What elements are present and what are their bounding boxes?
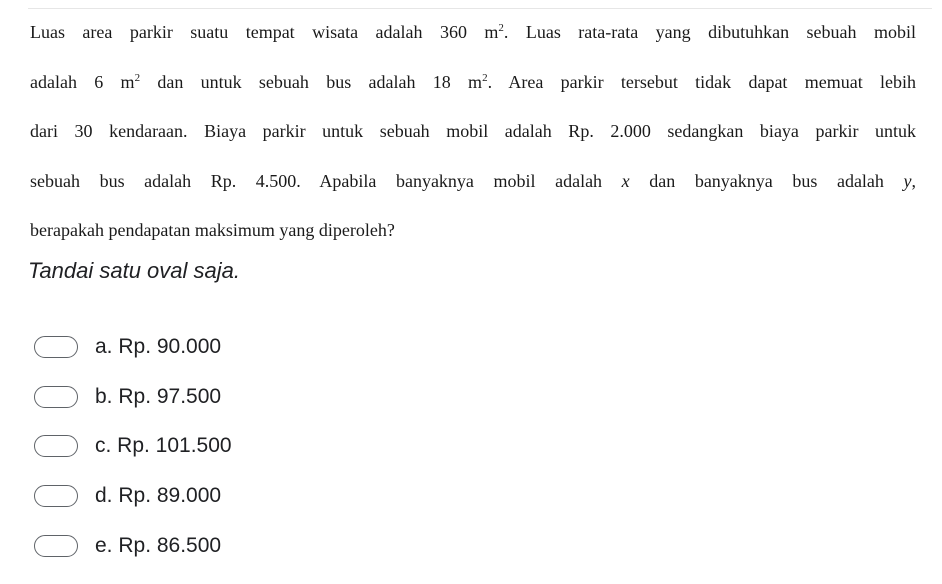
option-b-label[interactable]: b. Rp. 97.500	[95, 384, 222, 408]
option-a[interactable]	[34, 322, 232, 372]
question-line-4-part-a: sebuah bus adalah Rp. 4.500. Apabila banyaknya mobil adalah	[30, 170, 622, 191]
question-line-2-part-a: adalah 6 m	[30, 71, 135, 92]
question-line-1-part-a: Luas area parkir suatu tempat wisata adalah 360 m	[30, 22, 499, 42]
question-line-5: berapakah pendapatan maksimum yang diperoleh?	[30, 220, 395, 240]
question-line-2-part-c: . Area parkir tersebut tidak dapat memuat lebih	[487, 71, 916, 92]
question-text	[30, 14, 916, 262]
question-line-2-part-b: dan untuk sebuah bus adalah 18 m	[140, 71, 483, 92]
question-line-4-part-b: dan banyaknya bus adalah	[629, 170, 904, 191]
squared-superscript: 2	[498, 22, 504, 34]
radio-oval[interactable]	[34, 485, 78, 507]
top-divider	[28, 8, 932, 9]
answer-options	[34, 322, 232, 571]
option-c[interactable]	[34, 422, 232, 472]
option-c-label[interactable]: c. Rp. 101.500	[95, 434, 232, 458]
question-line-1	[30, 14, 916, 64]
radio-oval[interactable]	[34, 435, 78, 457]
radio-oval[interactable]	[34, 535, 78, 557]
instruction-text: Tandai satu oval saja.	[28, 258, 240, 283]
radio-oval[interactable]	[34, 386, 78, 408]
option-d[interactable]	[34, 471, 232, 521]
question-line-1-part-b: . Luas rata-rata yang dibutuhkan sebuah mobil	[503, 22, 916, 42]
variable-x: x	[621, 170, 630, 191]
option-d-label[interactable]: d. Rp. 89.000	[95, 484, 222, 508]
variable-y: y	[903, 170, 912, 191]
option-b[interactable]	[34, 372, 232, 422]
question-line-2	[30, 64, 916, 114]
question-line-4-part-c: ,	[911, 170, 917, 191]
option-a-label[interactable]: a. Rp. 90.000	[95, 334, 222, 358]
option-e-label[interactable]: e. Rp. 86.500	[95, 533, 222, 557]
question-line-4	[30, 163, 916, 213]
question-line-3: dari 30 kendaraan. Biaya parkir untuk sebuah mobil adalah Rp. 2.000 sedangkan biaya parkir untuk	[30, 121, 916, 141]
radio-oval[interactable]	[34, 336, 78, 358]
option-e[interactable]	[34, 521, 232, 571]
squared-superscript: 2	[134, 71, 141, 84]
squared-superscript: 2	[482, 71, 488, 84]
